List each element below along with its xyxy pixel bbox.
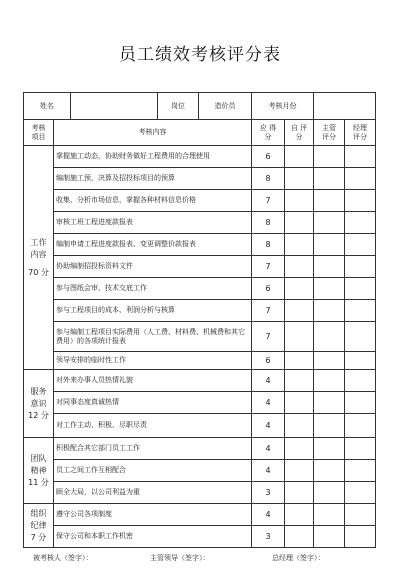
max-score: 6 bbox=[252, 278, 285, 300]
criterion-text: 对同事态度真诚热情 bbox=[54, 392, 252, 414]
max-score: 8 bbox=[252, 168, 285, 190]
header-content: 考核内容 bbox=[54, 120, 252, 146]
criterion-text: 领导安排的临时性工作 bbox=[54, 352, 252, 370]
criterion-text: 对外来办事人员热情礼貌 bbox=[54, 370, 252, 392]
self-score-cell[interactable] bbox=[285, 352, 314, 370]
score-row bbox=[24, 300, 376, 322]
category-discipline bbox=[24, 504, 54, 548]
supervisor-score-cell[interactable] bbox=[314, 352, 345, 370]
supervisor-score-cell[interactable] bbox=[314, 190, 345, 212]
self-score-cell[interactable] bbox=[285, 370, 314, 392]
criterion-text: 审核工班工程进度款报表 bbox=[54, 212, 252, 234]
max-score: 3 bbox=[252, 526, 285, 548]
category-service bbox=[24, 370, 54, 438]
score-row bbox=[24, 414, 376, 438]
header-manager: 经理 评分 bbox=[345, 120, 376, 146]
max-score: 3 bbox=[252, 482, 285, 504]
self-score-cell[interactable] bbox=[285, 460, 314, 482]
supervisor-score-cell[interactable] bbox=[314, 438, 345, 460]
manager-score-cell[interactable] bbox=[345, 482, 376, 504]
self-score-cell[interactable] bbox=[285, 482, 314, 504]
score-row bbox=[24, 504, 376, 526]
page-title: 员工绩效考核评分表 bbox=[119, 45, 281, 65]
criterion-text: 积极配合其它部门员工工作 bbox=[54, 438, 252, 460]
name-field[interactable] bbox=[70, 93, 158, 119]
score-row bbox=[24, 146, 376, 168]
max-score: 7 bbox=[252, 322, 285, 352]
self-score-cell[interactable] bbox=[285, 392, 314, 414]
category-name: 服务 意识 12 分 bbox=[28, 386, 49, 420]
manager-score-cell[interactable] bbox=[345, 146, 376, 168]
max-score: 4 bbox=[252, 438, 285, 460]
supervisor-score-cell[interactable] bbox=[314, 392, 345, 414]
self-score-cell[interactable] bbox=[285, 300, 314, 322]
category-name: 组织 纪律 7 分 bbox=[30, 508, 47, 542]
criterion-text: 参与工程项目的成本、利润分析与核算 bbox=[54, 300, 252, 322]
month-label: 考核月份 bbox=[252, 93, 314, 120]
category-name: 团队 精神 11 分 bbox=[28, 453, 49, 487]
criterion-text: 遵守公司各项制度 bbox=[54, 504, 252, 526]
max-score: 4 bbox=[252, 392, 285, 414]
max-score: 6 bbox=[252, 146, 285, 168]
score-row bbox=[24, 526, 376, 548]
category-points: 70 分 bbox=[28, 267, 49, 277]
header-category: 考核 项目 bbox=[24, 120, 54, 146]
score-row bbox=[24, 482, 376, 504]
manager-score-cell[interactable] bbox=[345, 414, 376, 438]
position-label: 岗位 bbox=[171, 101, 185, 110]
header-supervisor: 主管 评分 bbox=[314, 120, 345, 146]
supervisor-signature-label: 主管领导（签字）： bbox=[150, 554, 210, 562]
criterion-text: 参与图纸会审、技术交底工作 bbox=[54, 278, 252, 300]
info-row bbox=[24, 93, 376, 120]
manager-score-cell[interactable] bbox=[345, 392, 376, 414]
supervisor-score-cell[interactable] bbox=[314, 504, 345, 526]
name-label: 姓名 bbox=[40, 101, 54, 110]
supervisor-score-cell[interactable] bbox=[314, 212, 345, 234]
max-score: 6 bbox=[252, 352, 285, 370]
self-score-cell[interactable] bbox=[285, 504, 314, 526]
supervisor-score-cell[interactable] bbox=[314, 278, 345, 300]
manager-score-cell[interactable] bbox=[345, 256, 376, 278]
score-row bbox=[24, 190, 376, 212]
category-teamwork bbox=[24, 438, 54, 504]
score-row bbox=[24, 370, 376, 392]
supervisor-score-cell[interactable] bbox=[314, 482, 345, 504]
max-score: 4 bbox=[252, 460, 285, 482]
header-score: 应 得 分 bbox=[252, 120, 285, 146]
score-row bbox=[24, 212, 376, 234]
self-score-cell[interactable] bbox=[285, 414, 314, 438]
supervisor-score-cell[interactable] bbox=[314, 300, 345, 322]
manager-signature-label: 总经理（签字）： bbox=[272, 554, 325, 562]
supervisor-score-cell[interactable] bbox=[314, 414, 345, 438]
employee-signature-label: 被考核人（签字）： bbox=[33, 554, 93, 562]
manager-score-cell[interactable] bbox=[345, 504, 376, 526]
position-value: 造价员 bbox=[198, 93, 251, 119]
supervisor-score-cell[interactable] bbox=[314, 146, 345, 168]
manager-score-cell[interactable] bbox=[345, 526, 376, 548]
criterion-text: 编制施工预，决算及招投标项目的预算 bbox=[54, 168, 252, 190]
self-score-cell[interactable] bbox=[285, 212, 314, 234]
score-row bbox=[24, 234, 376, 256]
manager-score-cell[interactable] bbox=[345, 300, 376, 322]
supervisor-score-cell[interactable] bbox=[314, 234, 345, 256]
self-score-cell[interactable] bbox=[285, 278, 314, 300]
score-row bbox=[24, 392, 376, 414]
month-field[interactable] bbox=[314, 93, 376, 120]
category-name: 工作 内容 bbox=[30, 237, 47, 259]
supervisor-score-cell[interactable] bbox=[314, 370, 345, 392]
manager-score-cell[interactable] bbox=[345, 352, 376, 370]
criterion-text: 参与编制工程项目实际费用（人工费、材料费、机械费和其它费用）的各项统计报表 bbox=[54, 322, 252, 352]
max-score: 7 bbox=[252, 190, 285, 212]
criterion-text: 协助编制招投标资料文件 bbox=[54, 256, 252, 278]
self-score-cell[interactable] bbox=[285, 322, 314, 352]
self-score-cell[interactable] bbox=[285, 438, 314, 460]
max-score: 8 bbox=[252, 212, 285, 234]
criterion-text: 编制申请工程进度款报表、变更调整价款报表 bbox=[54, 234, 252, 256]
max-score: 7 bbox=[252, 300, 285, 322]
header-self: 自 评 分 bbox=[285, 120, 314, 146]
manager-score-cell[interactable] bbox=[345, 190, 376, 212]
header-row bbox=[24, 120, 376, 146]
manager-score-cell[interactable] bbox=[345, 168, 376, 190]
self-score-cell[interactable] bbox=[285, 168, 314, 190]
supervisor-score-cell[interactable] bbox=[314, 256, 345, 278]
criterion-text: 顾全大局，以公司利益为重 bbox=[54, 482, 252, 504]
manager-score-cell[interactable] bbox=[345, 438, 376, 460]
score-row bbox=[24, 256, 376, 278]
manager-score-cell[interactable] bbox=[345, 234, 376, 256]
manager-score-cell[interactable] bbox=[345, 212, 376, 234]
supervisor-score-cell[interactable] bbox=[314, 322, 345, 352]
score-row bbox=[24, 438, 376, 460]
criterion-text: 对工作主动、积极、尽职尽责 bbox=[54, 414, 252, 438]
supervisor-score-cell[interactable] bbox=[314, 460, 345, 482]
self-score-cell[interactable] bbox=[285, 190, 314, 212]
supervisor-score-cell[interactable] bbox=[314, 168, 345, 190]
score-row bbox=[24, 460, 376, 482]
category-work-content bbox=[24, 146, 54, 370]
manager-score-cell[interactable] bbox=[345, 370, 376, 392]
manager-score-cell[interactable] bbox=[345, 460, 376, 482]
score-row bbox=[24, 322, 376, 352]
max-score: 4 bbox=[252, 504, 285, 526]
max-score: 7 bbox=[252, 256, 285, 278]
self-score-cell[interactable] bbox=[285, 256, 314, 278]
self-score-cell[interactable] bbox=[285, 146, 314, 168]
criterion-text: 收集、分析市场信息，掌握各种材料信息价格 bbox=[54, 190, 252, 212]
manager-score-cell[interactable] bbox=[345, 322, 376, 352]
criterion-text: 保守公司和本职工作机密 bbox=[54, 526, 252, 548]
max-score: 8 bbox=[252, 234, 285, 256]
max-score: 4 bbox=[252, 414, 285, 438]
score-table bbox=[23, 92, 376, 548]
manager-score-cell[interactable] bbox=[345, 278, 376, 300]
supervisor-score-cell[interactable] bbox=[314, 526, 345, 548]
score-row bbox=[24, 168, 376, 190]
self-score-cell[interactable] bbox=[285, 526, 314, 548]
criterion-text: 员工之间工作互相配合 bbox=[54, 460, 252, 482]
criterion-text: 掌握施工动态，协助财务做好工程费用的合理使用 bbox=[54, 146, 252, 168]
score-row bbox=[24, 352, 376, 370]
max-score: 4 bbox=[252, 370, 285, 392]
self-score-cell[interactable] bbox=[285, 234, 314, 256]
score-row bbox=[24, 278, 376, 300]
